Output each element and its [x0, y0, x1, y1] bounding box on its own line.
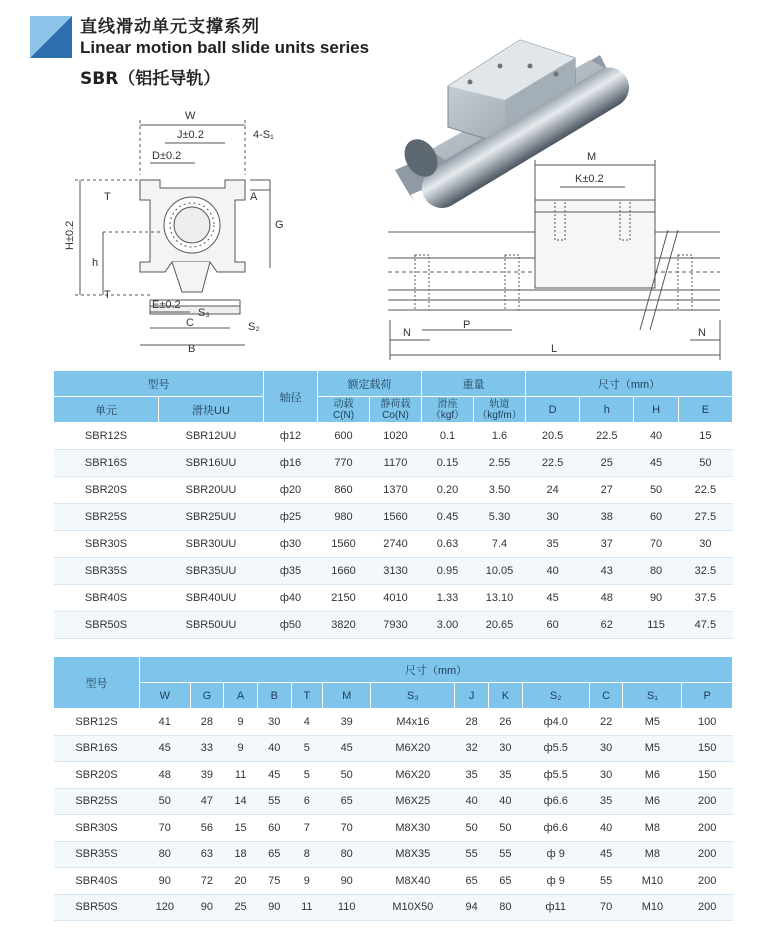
table-cell: 33	[190, 735, 224, 762]
dim-L: L	[551, 343, 558, 355]
table-cell: 9	[224, 709, 258, 736]
dim-J: J±0.2	[177, 129, 204, 141]
table-row	[54, 709, 733, 736]
table-row	[54, 735, 733, 762]
table-cell: 1020	[370, 423, 422, 450]
th-shaft: 轴径	[264, 371, 318, 423]
th-block-weight-label: 滑座	[437, 398, 458, 410]
table-cell: 50	[678, 450, 732, 477]
th2-col: J	[455, 683, 489, 709]
table-cell: 22.5	[580, 423, 634, 450]
dim-S2: S₂	[248, 321, 260, 333]
table-cell: M8	[623, 815, 682, 842]
table-row	[54, 612, 733, 639]
table-cell: 1.6	[474, 423, 526, 450]
table-cell: 55	[589, 868, 623, 895]
dim-G: G	[275, 219, 284, 231]
table-cell: 80	[489, 894, 523, 921]
th-block-weight	[422, 397, 474, 423]
dim-P: P	[463, 319, 471, 331]
dim-N-right: N	[698, 327, 706, 339]
table-cell: ф5.5	[522, 762, 589, 789]
table-cell: 30	[526, 504, 580, 531]
table-cell: ф35	[264, 558, 318, 585]
table-cell: 70	[140, 815, 191, 842]
title-english: Linear motion ball slide units series	[80, 38, 370, 57]
th2-col: B	[257, 683, 291, 709]
table-cell: 63	[190, 841, 224, 868]
table-cell: 37.5	[678, 585, 732, 612]
table-cell: M6X20	[371, 762, 455, 789]
table-cell: 45	[589, 841, 623, 868]
table-row	[54, 450, 733, 477]
th-E: E	[678, 397, 732, 423]
table-cell: 25	[580, 450, 634, 477]
table-row	[54, 504, 733, 531]
table-cell: 35	[455, 762, 489, 789]
table-cell: 5	[291, 762, 322, 789]
dim-M: M	[587, 151, 597, 163]
table-cell: 45	[526, 585, 580, 612]
table-cell: 22.5	[526, 450, 580, 477]
table-cell: 38	[580, 504, 634, 531]
dim-A: A	[250, 191, 258, 203]
table-cell: M8X35	[371, 841, 455, 868]
table-cell: 25	[224, 894, 258, 921]
table-cell: 94	[455, 894, 489, 921]
table-cell: 3.50	[474, 477, 526, 504]
dim-T-top: T	[104, 191, 111, 203]
table-cell: 50	[455, 815, 489, 842]
table-cell: 1560	[370, 504, 422, 531]
table-cell: 47.5	[678, 612, 732, 639]
table-cell: 28	[455, 709, 489, 736]
table-cell: 60	[526, 612, 580, 639]
table-cell: SBR25UU	[159, 504, 264, 531]
table-cell: ф4.0	[522, 709, 589, 736]
subtitle: SBR（铝托导轨）	[80, 69, 221, 89]
table-cell: 8	[291, 841, 322, 868]
th-load: 额定载荷	[318, 371, 422, 397]
table-cell: 0.45	[422, 504, 474, 531]
table-cell: 43	[580, 558, 634, 585]
table-cell: 56	[190, 815, 224, 842]
table-cell: 40	[257, 735, 291, 762]
table-cell: 45	[634, 450, 678, 477]
table-cell: 55	[257, 788, 291, 815]
table-cell: 860	[318, 477, 370, 504]
table-cell: 150	[682, 762, 733, 789]
th2-col: T	[291, 683, 322, 709]
table-cell: SBR16S	[54, 735, 140, 762]
table-cell: 80	[634, 558, 678, 585]
table-cell: M6X25	[371, 788, 455, 815]
table-cell: 10.05	[474, 558, 526, 585]
table-cell: 0.63	[422, 531, 474, 558]
th-block-weight-unit: （kgf）	[430, 409, 465, 421]
table-cell: 40	[455, 788, 489, 815]
table-cell: 30	[589, 762, 623, 789]
th-static	[370, 397, 422, 423]
table-cell: 20.5	[526, 423, 580, 450]
dim-H: H±0.2	[64, 220, 76, 250]
table-cell: SBR40UU	[159, 585, 264, 612]
table-cell: 120	[140, 894, 191, 921]
th-unit: 单元	[54, 397, 159, 423]
table-cell: 28	[190, 709, 224, 736]
table-cell: 27.5	[678, 504, 732, 531]
table-cell: M10	[623, 894, 682, 921]
table-cell: 5.30	[474, 504, 526, 531]
table-cell: 30	[257, 709, 291, 736]
table-cell: 60	[257, 815, 291, 842]
th2-model: 型号	[54, 657, 140, 709]
table-cell: 0.95	[422, 558, 474, 585]
th2-size: 尺寸（mm）	[140, 657, 733, 683]
th2-col: M	[323, 683, 371, 709]
table-cell: 48	[580, 585, 634, 612]
table-cell: SBR30S	[54, 815, 140, 842]
table-cell: 770	[318, 450, 370, 477]
table-cell: M10	[623, 868, 682, 895]
table-cell: 45	[323, 735, 371, 762]
table-cell: SBR12S	[54, 709, 140, 736]
table-cell: 200	[682, 815, 733, 842]
table-cell: 70	[323, 815, 371, 842]
th-size: 尺寸（mm）	[526, 371, 733, 397]
table-cell: 1660	[318, 558, 370, 585]
table-cell: 20	[224, 868, 258, 895]
dim-S1: 4-S₁	[253, 129, 274, 141]
table-row	[54, 815, 733, 842]
table-cell: 1560	[318, 531, 370, 558]
table-cell: ф20	[264, 477, 318, 504]
table-cell: ф50	[264, 612, 318, 639]
table-cell: 200	[682, 894, 733, 921]
table-cell: M8X40	[371, 868, 455, 895]
table-cell: 115	[634, 612, 678, 639]
table-row	[54, 762, 733, 789]
dim-W: W	[185, 110, 196, 122]
table-cell: ф16	[264, 450, 318, 477]
dim-S3: S₃	[198, 307, 210, 319]
th-model: 型号	[54, 371, 264, 397]
table-cell: SBR30UU	[159, 531, 264, 558]
table-cell: 7930	[370, 612, 422, 639]
product-3d-illustration	[395, 40, 636, 215]
table-cell: M4x16	[371, 709, 455, 736]
table-cell: 200	[682, 841, 733, 868]
table-cell: 13.10	[474, 585, 526, 612]
dim-E: E±0.2	[152, 299, 181, 311]
table-cell: 4010	[370, 585, 422, 612]
table-cell: 11	[224, 762, 258, 789]
table-cell: ф 9	[522, 841, 589, 868]
table-cell: 45	[257, 762, 291, 789]
table-cell: ф5.5	[522, 735, 589, 762]
table-cell: 1.33	[422, 585, 474, 612]
table-cell: SBR50S	[54, 894, 140, 921]
table-cell: ф12	[264, 423, 318, 450]
table-cell: SBR40S	[54, 585, 159, 612]
table-cell: ф40	[264, 585, 318, 612]
table-cell: ф 9	[522, 868, 589, 895]
table-row	[54, 477, 733, 504]
th2-col: G	[190, 683, 224, 709]
table-cell: 4	[291, 709, 322, 736]
table-row	[54, 894, 733, 921]
table-cell: SBR40S	[54, 868, 140, 895]
dim-C: C	[186, 317, 194, 329]
table-cell: 11	[291, 894, 322, 921]
th-static-unit: Co(N)	[382, 409, 409, 421]
table-cell: 9	[224, 735, 258, 762]
th-h: h	[580, 397, 634, 423]
dim-D: D±0.2	[152, 150, 182, 162]
table-cell: 90	[634, 585, 678, 612]
dim-h: h	[92, 257, 99, 269]
table-cell: 65	[489, 868, 523, 895]
table-cell: SBR35S	[54, 558, 159, 585]
table-cell: 70	[589, 894, 623, 921]
table-cell: M8	[623, 841, 682, 868]
th2-columns-row	[54, 683, 733, 709]
table-cell: 65	[455, 868, 489, 895]
table-cell: 6	[291, 788, 322, 815]
table-cell: 15	[224, 815, 258, 842]
th2-col: S₃	[371, 683, 455, 709]
th-dynamic	[318, 397, 370, 423]
table-cell: 9	[291, 868, 322, 895]
table-row	[54, 841, 733, 868]
table-cell: 45	[140, 735, 191, 762]
table-cell: 26	[489, 709, 523, 736]
table-cell: SBR50UU	[159, 612, 264, 639]
table-cell: 32.5	[678, 558, 732, 585]
table-cell: 18	[224, 841, 258, 868]
table-cell: SBR12S	[54, 423, 159, 450]
table-row	[54, 558, 733, 585]
table-cell: 72	[190, 868, 224, 895]
table-cell: 37	[580, 531, 634, 558]
table-cell: 32	[455, 735, 489, 762]
spec-table-dimensions-body	[54, 709, 733, 921]
table-cell: 39	[323, 709, 371, 736]
table-cell: 30	[589, 735, 623, 762]
table-cell: 35	[489, 762, 523, 789]
table-cell: 50	[323, 762, 371, 789]
table-cell: 35	[526, 531, 580, 558]
table-cell: 30	[678, 531, 732, 558]
table-cell: M10X50	[371, 894, 455, 921]
spec-table-load-weight-body	[54, 423, 733, 639]
table-cell: 1170	[370, 450, 422, 477]
table-row	[54, 585, 733, 612]
table-cell: 70	[634, 531, 678, 558]
table-cell: 75	[257, 868, 291, 895]
table-cell: 14	[224, 788, 258, 815]
table-cell: 27	[580, 477, 634, 504]
title-chinese: 直线滑动单元支撑系列	[80, 17, 260, 37]
table-cell: ф6.6	[522, 815, 589, 842]
th2-col: S₁	[623, 683, 682, 709]
table-cell: 7	[291, 815, 322, 842]
dim-K: K±0.2	[575, 173, 604, 185]
table-cell: 3.00	[422, 612, 474, 639]
table-cell: 30	[489, 735, 523, 762]
table-cell: SBR16UU	[159, 450, 264, 477]
table-cell: 22	[589, 709, 623, 736]
table-cell: 7.4	[474, 531, 526, 558]
table-cell: 50	[140, 788, 191, 815]
table-cell: SBR16S	[54, 450, 159, 477]
table-cell: SBR35S	[54, 841, 140, 868]
th2-col: W	[140, 683, 191, 709]
table-cell: SBR20S	[54, 477, 159, 504]
table-cell: SBR12UU	[159, 423, 264, 450]
table-cell: ф11	[522, 894, 589, 921]
table-cell: ф25	[264, 504, 318, 531]
table-cell: 40	[634, 423, 678, 450]
table-cell: 600	[318, 423, 370, 450]
table-cell: 20.65	[474, 612, 526, 639]
table-cell: 41	[140, 709, 191, 736]
th2-col: K	[489, 683, 523, 709]
table-cell: 48	[140, 762, 191, 789]
table-row	[54, 423, 733, 450]
table-cell: 150	[682, 735, 733, 762]
table-cell: ф6.6	[522, 788, 589, 815]
table-cell: 0.15	[422, 450, 474, 477]
table-cell: 15	[678, 423, 732, 450]
th-H: H	[634, 397, 678, 423]
table-cell: 39	[190, 762, 224, 789]
table-cell: 65	[323, 788, 371, 815]
th2-col: S₂	[522, 683, 589, 709]
table-cell: SBR25S	[54, 504, 159, 531]
table-cell: 5	[291, 735, 322, 762]
spec-table-dimensions	[53, 656, 733, 921]
table-cell: M8X30	[371, 815, 455, 842]
th2-col: A	[224, 683, 258, 709]
table-cell: SBR50S	[54, 612, 159, 639]
table-row	[54, 868, 733, 895]
table-cell: 55	[455, 841, 489, 868]
th-static-label: 静荷载	[380, 398, 411, 410]
table-cell: SBR35UU	[159, 558, 264, 585]
table-cell: SBR25S	[54, 788, 140, 815]
table-row	[54, 531, 733, 558]
table-cell: 90	[140, 868, 191, 895]
table-cell: ф30	[264, 531, 318, 558]
table-cell: 90	[257, 894, 291, 921]
table-cell: 22.5	[678, 477, 732, 504]
spec-table-load-weight	[53, 370, 733, 639]
dim-N-left: N	[403, 327, 411, 339]
table-cell: 3130	[370, 558, 422, 585]
table-cell: 1370	[370, 477, 422, 504]
table-cell: 110	[323, 894, 371, 921]
th2-col: P	[682, 683, 733, 709]
table-cell: 24	[526, 477, 580, 504]
dim-T-bottom: T	[104, 289, 111, 301]
table-cell: M6	[623, 788, 682, 815]
table-cell: SBR20S	[54, 762, 140, 789]
table-cell: 0.20	[422, 477, 474, 504]
table-row	[54, 788, 733, 815]
table-cell: 55	[489, 841, 523, 868]
table-cell: 60	[634, 504, 678, 531]
table-cell: SBR30S	[54, 531, 159, 558]
table-cell: 200	[682, 868, 733, 895]
th-dynamic-unit: C(N)	[332, 409, 355, 421]
table-cell: 2740	[370, 531, 422, 558]
th-block: 滑块UU	[159, 397, 264, 423]
table-cell: 2.55	[474, 450, 526, 477]
table-cell: 40	[589, 815, 623, 842]
th-dynamic-label: 动载	[333, 398, 354, 410]
table-cell: 80	[140, 841, 191, 868]
table-cell: M5	[623, 735, 682, 762]
table-cell: M6X20	[371, 735, 455, 762]
table-cell: 3820	[318, 612, 370, 639]
dim-B: B	[188, 343, 196, 355]
table-cell: 90	[190, 894, 224, 921]
table-cell: 40	[526, 558, 580, 585]
th-rail-weight-unit: （kgf/m）	[477, 409, 522, 421]
table-cell: 200	[682, 788, 733, 815]
th-rail-weight	[474, 397, 526, 423]
table-cell: 80	[323, 841, 371, 868]
table-cell: SBR20UU	[159, 477, 264, 504]
table-cell: 50	[634, 477, 678, 504]
technical-drawings	[0, 0, 772, 372]
table-cell: 980	[318, 504, 370, 531]
th-D: D	[526, 397, 580, 423]
table-cell: 2150	[318, 585, 370, 612]
table-cell: 0.1	[422, 423, 474, 450]
table-cell: 50	[489, 815, 523, 842]
table-cell: 65	[257, 841, 291, 868]
table-cell: 62	[580, 612, 634, 639]
table-cell: 47	[190, 788, 224, 815]
th-rail-weight-label: 轨道	[489, 398, 510, 410]
th-weight: 重量	[422, 371, 526, 397]
table-cell: M6	[623, 762, 682, 789]
table-cell: 40	[489, 788, 523, 815]
table-cell: 35	[589, 788, 623, 815]
table-cell: 90	[323, 868, 371, 895]
th2-col: C	[589, 683, 623, 709]
table-cell: M5	[623, 709, 682, 736]
table-cell: 100	[682, 709, 733, 736]
